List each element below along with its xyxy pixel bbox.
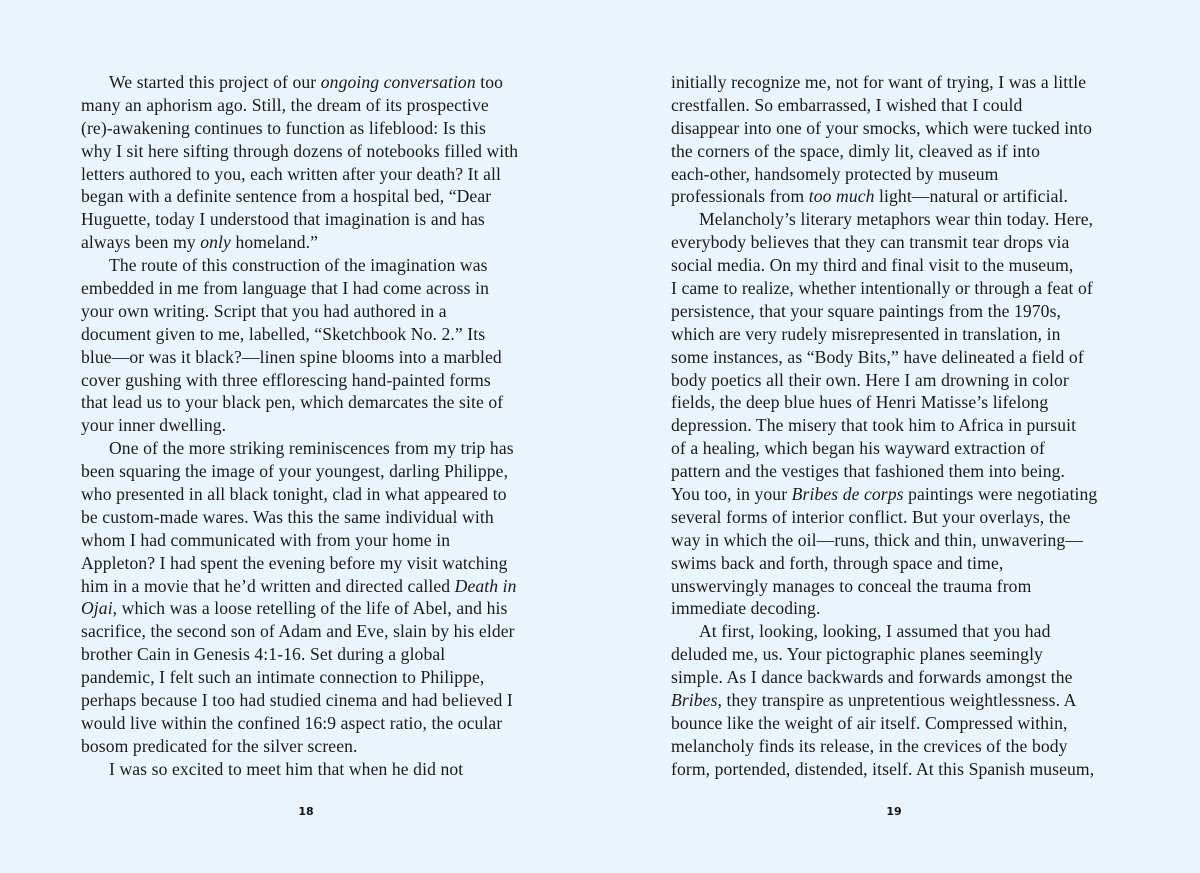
text-segment: One of the more striking reminiscences from my trip has <box>109 438 514 459</box>
text-line <box>81 712 561 735</box>
text-line <box>81 300 561 323</box>
text-segment: him in a movie that he’d written and directed called <box>81 575 455 596</box>
text-segment: melancholy finds its release, in the crevices of the body <box>671 735 1068 756</box>
text-segment: (re)-awakening continues to function as lifeblood: Is this <box>81 117 486 138</box>
text-line <box>671 758 1151 781</box>
text-line <box>81 117 561 140</box>
text-line <box>671 117 1151 140</box>
text-segment: which are very rudely misrepresented in translation, in <box>671 323 1061 344</box>
text-line <box>671 185 1151 208</box>
text-segment: way in which the oil—runs, thick and thin, unwavering— <box>671 529 1083 550</box>
page-number-left: 18 <box>298 805 314 818</box>
text-line <box>81 185 561 208</box>
text-segment: blue—or was it black?—linen spine blooms into a marbled <box>81 346 502 367</box>
text-line <box>81 529 561 552</box>
text-segment: swims back and forth, through space and time, <box>671 552 1004 573</box>
text-segment: You too, in your <box>671 484 792 505</box>
text-segment: your inner dwelling. <box>81 415 227 436</box>
text-line <box>81 735 561 758</box>
text-segment: which was a loose retelling of the life of Abel, and his <box>117 598 508 619</box>
italic-text: Bribes de corps <box>791 484 904 505</box>
text-line <box>81 254 561 277</box>
text-segment: Appleton? I had spent the evening before my visit watching <box>81 552 508 573</box>
text-line <box>81 506 561 529</box>
text-line <box>671 140 1151 163</box>
text-segment: simple. As I dance backwards and forwards amongst the <box>671 667 1073 688</box>
text-line <box>81 597 561 620</box>
text-line <box>81 231 561 254</box>
text-line <box>81 575 561 598</box>
text-segment: body poetics all their own. Here I am drowning in color <box>671 369 1069 390</box>
text-line <box>671 71 1151 94</box>
left-page-text <box>81 71 561 781</box>
text-segment: brother Cain in Genesis 4:1-16. Set during a global <box>81 644 446 665</box>
text-line <box>81 552 561 575</box>
text-line <box>81 437 561 460</box>
text-segment: some instances, as “Body Bits,” have delineated a field of <box>671 346 1084 367</box>
text-segment: social media. On my third and final visit to the museum, <box>671 255 1074 276</box>
right-page-text <box>671 71 1151 781</box>
text-segment: The route of this construction of the imagination was <box>109 255 488 276</box>
italic-text: Bribes <box>671 690 718 711</box>
text-line <box>81 689 561 712</box>
text-line <box>81 277 561 300</box>
text-segment: At first, looking, looking, I assumed that you had <box>699 621 1051 642</box>
text-line <box>671 552 1151 575</box>
text-segment: always been my <box>81 232 201 253</box>
text-line <box>81 391 561 414</box>
text-line <box>81 666 561 689</box>
text-line <box>81 323 561 346</box>
text-line <box>671 620 1151 643</box>
text-line <box>671 712 1151 735</box>
text-segment: , they transpire as unpretentious weightlessness. A <box>717 690 1077 711</box>
text-line <box>671 300 1151 323</box>
text-line <box>671 506 1151 529</box>
text-line <box>671 666 1151 689</box>
text-segment: form, portended, distended, itself. At this Spanish museum, <box>671 758 1095 779</box>
text-segment: cover gushing with three efflorescing hand-painted forms <box>81 369 491 390</box>
text-line <box>671 460 1151 483</box>
text-segment: professionals from <box>671 186 809 207</box>
text-segment: document given to me, labelled, “Sketchbook No. 2.” Its <box>81 323 486 344</box>
text-segment: whom I had communicated with from your home in <box>81 529 451 550</box>
text-line <box>671 369 1151 392</box>
text-segment: We started this project of our <box>109 72 321 92</box>
text-segment: immediate decoding. <box>671 598 821 619</box>
text-line <box>81 620 561 643</box>
text-segment: I was so excited to meet him that when he did not <box>109 758 464 779</box>
text-segment: paintings were negotiating <box>903 484 1098 505</box>
text-line <box>671 391 1151 414</box>
text-segment: I came to realize, whether intentionally or through a feat of <box>671 278 1093 299</box>
text-segment: began with a definite sentence from a hospital bed, “Dear <box>81 186 492 207</box>
text-line <box>671 163 1151 186</box>
text-line <box>671 735 1151 758</box>
text-line <box>671 254 1151 277</box>
text-segment: would live within the confined 16:9 aspect ratio, the ocular <box>81 712 503 733</box>
italic-text: only <box>200 232 231 253</box>
text-segment: depression. The misery that took him to Africa in pursuit <box>671 415 1077 436</box>
text-segment: Melancholy’s literary metaphors wear thin today. Here, <box>699 209 1094 230</box>
text-segment: bosom predicated for the silver screen. <box>81 735 358 756</box>
text-segment: be custom-made wares. Was this the same individual with <box>81 506 494 527</box>
text-segment: been squaring the image of your youngest, darling Philippe, <box>81 461 509 482</box>
text-segment: of a healing, which began his wayward extraction of <box>671 438 1045 459</box>
text-line <box>671 94 1151 117</box>
text-segment: fields, the deep blue hues of Henri Matisse’s lifelong <box>671 392 1049 413</box>
italic-text: Ojai, <box>81 598 118 619</box>
text-line <box>81 758 561 781</box>
text-segment: embedded in me from language that I had come across in <box>81 278 489 299</box>
text-segment: who presented in all black tonight, clad in what appeared to <box>81 484 507 505</box>
text-segment: your own writing. Script that you had authored in a <box>81 300 447 321</box>
text-segment: perhaps because I too had studied cinema and had believed I <box>81 690 513 711</box>
text-line <box>671 346 1151 369</box>
text-segment: bounce like the weight of air itself. Compressed within, <box>671 712 1068 733</box>
text-segment: initially recognize me, not for want of trying, I was a little <box>671 72 1087 92</box>
text-line <box>671 208 1151 231</box>
italic-text: too much <box>808 186 875 207</box>
text-line <box>81 208 561 231</box>
text-line <box>671 414 1151 437</box>
text-line <box>81 369 561 392</box>
text-line <box>81 94 561 117</box>
text-line <box>81 483 561 506</box>
text-segment: letters authored to you, each written after your death? It all <box>81 163 501 184</box>
text-segment: crestfallen. So embarrassed, I wished that I could <box>671 94 1023 115</box>
text-segment: deluded me, us. Your pictographic planes seemingly <box>671 644 1043 665</box>
text-segment: sacrifice, the second son of Adam and Eve, slain by his elder <box>81 621 515 642</box>
text-line <box>81 346 561 369</box>
text-segment: that lead us to your black pen, which demarcates the site of <box>81 392 504 413</box>
text-segment: pattern and the vestiges that fashioned them into being. <box>671 461 1066 482</box>
text-line <box>671 277 1151 300</box>
text-segment: homeland.” <box>230 232 319 253</box>
text-line <box>81 643 561 666</box>
text-line <box>671 231 1151 254</box>
text-segment: everybody believes that they can transmit tear drops via <box>671 232 1070 253</box>
text-line <box>671 597 1151 620</box>
text-line <box>671 689 1151 712</box>
text-line <box>81 460 561 483</box>
text-segment: too <box>475 72 504 92</box>
text-segment: several forms of interior conflict. But your overlays, the <box>671 506 1071 527</box>
text-line <box>671 323 1151 346</box>
text-line <box>671 437 1151 460</box>
italic-text: Death in <box>454 575 517 596</box>
text-line <box>81 140 561 163</box>
text-segment: many an aphorism ago. Still, the dream of its prospective <box>81 94 489 115</box>
text-line <box>671 529 1151 552</box>
text-segment: why I sit here sifting through dozens of notebooks filled with <box>81 140 519 161</box>
text-segment: Huguette, today I understood that imagination is and has <box>81 209 485 230</box>
text-line <box>81 414 561 437</box>
text-segment: light—natural or artificial. <box>874 186 1068 207</box>
text-line <box>671 575 1151 598</box>
text-segment: each-other, handsomely protected by museum <box>671 163 999 184</box>
text-line <box>81 71 561 94</box>
text-line <box>671 483 1151 506</box>
text-line <box>671 643 1151 666</box>
text-segment: the corners of the space, dimly lit, cleaved as if into <box>671 140 1040 161</box>
text-line <box>81 163 561 186</box>
text-segment: persistence, that your square paintings from the 1970s, <box>671 300 1062 321</box>
text-segment: disappear into one of your smocks, which were tucked into <box>671 117 1092 138</box>
italic-text: ongoing conversation <box>320 72 476 92</box>
page-number-right: 19 <box>886 805 902 818</box>
text-segment: unswervingly manages to conceal the trauma from <box>671 575 1032 596</box>
text-segment: pandemic, I felt such an intimate connection to Philippe, <box>81 667 485 688</box>
